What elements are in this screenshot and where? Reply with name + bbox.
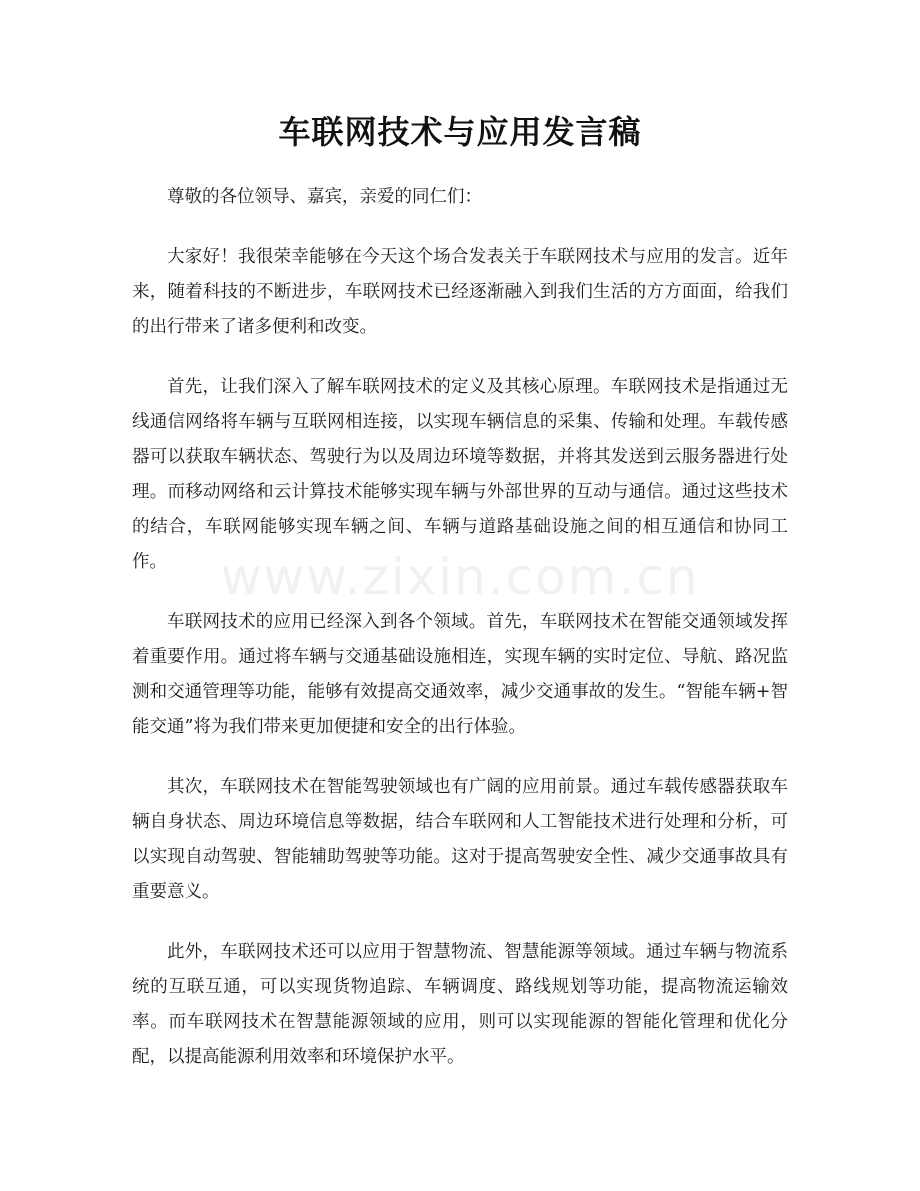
document-title: 车联网技术与应用发言稿 [278,113,642,151]
paragraph-smart-traffic: 车联网技术的应用已经深入到各个领域。首先，车联网技术在智能交通领域发挥着重要作用。通过将车辆与交通基础设施相连，实现车辆的实时定位、导航、路况监测和交通管理等功能，能够有效提高交通效率，减少交通事故的发生。“智能车辆+智能交通”将为我们带来更加便捷和安全的出行体验。 [132,612,788,737]
paragraph-logistics-energy: 此外，车联网技术还可以应用于智慧物流、智慧能源等领域。通过车辆与物流系统的互联互通，可以实现货物追踪、车辆调度、路线规划等功能，提高物流运输效率。而车联网技术在智慧能源领域的应用，则可以实现能源的智能化管理和优化分配，以提高能源利用效率和环境保护水平。 [132,942,788,1067]
watermark: www.zixin.com.cn [220,548,700,606]
paragraph-salutation: 尊敬的各位领导、嘉宾，亲爱的同仁们： [167,187,482,207]
document-body [132,180,788,1100]
paragraph-smart-driving: 其次，车联网技术在智能驾驶领域也有广阔的应用前景。通过车载传感器获取车辆自身状态、周边环境信息等数据，结合车联网和人工智能技术进行处理和分析，可以实现自动驾驶、智能辅助驾驶等功能。这对于提高驾驶安全性、减少交通事故具有重要意义。 [132,777,788,902]
paragraph-definition: 首先，让我们深入了解车联网技术的定义及其核心原理。车联网技术是指通过无线通信网络将车辆与互联网相连接，以实现车辆信息的采集、传输和处理。车载传感器可以获取车辆状态、驾驶行为以及周边环境等数据，并将其发送到云服务器进行处理。而移动网络和云计算技术能够实现车辆与外部世界的互动与通信。通过这些技术的结合，车联网能够实现车辆之间、车辆与道路基础设施之间的相互通信和协同工作。 [132,377,788,572]
paragraph-opening: 大家好！我很荣幸能够在今天这个场合发表关于车联网技术与应用的发言。近年来，随着科技的不断进步，车联网技术已经逐渐融入到我们生活的方方面面，给我们的出行带来了诸多便利和改变。 [132,247,788,337]
